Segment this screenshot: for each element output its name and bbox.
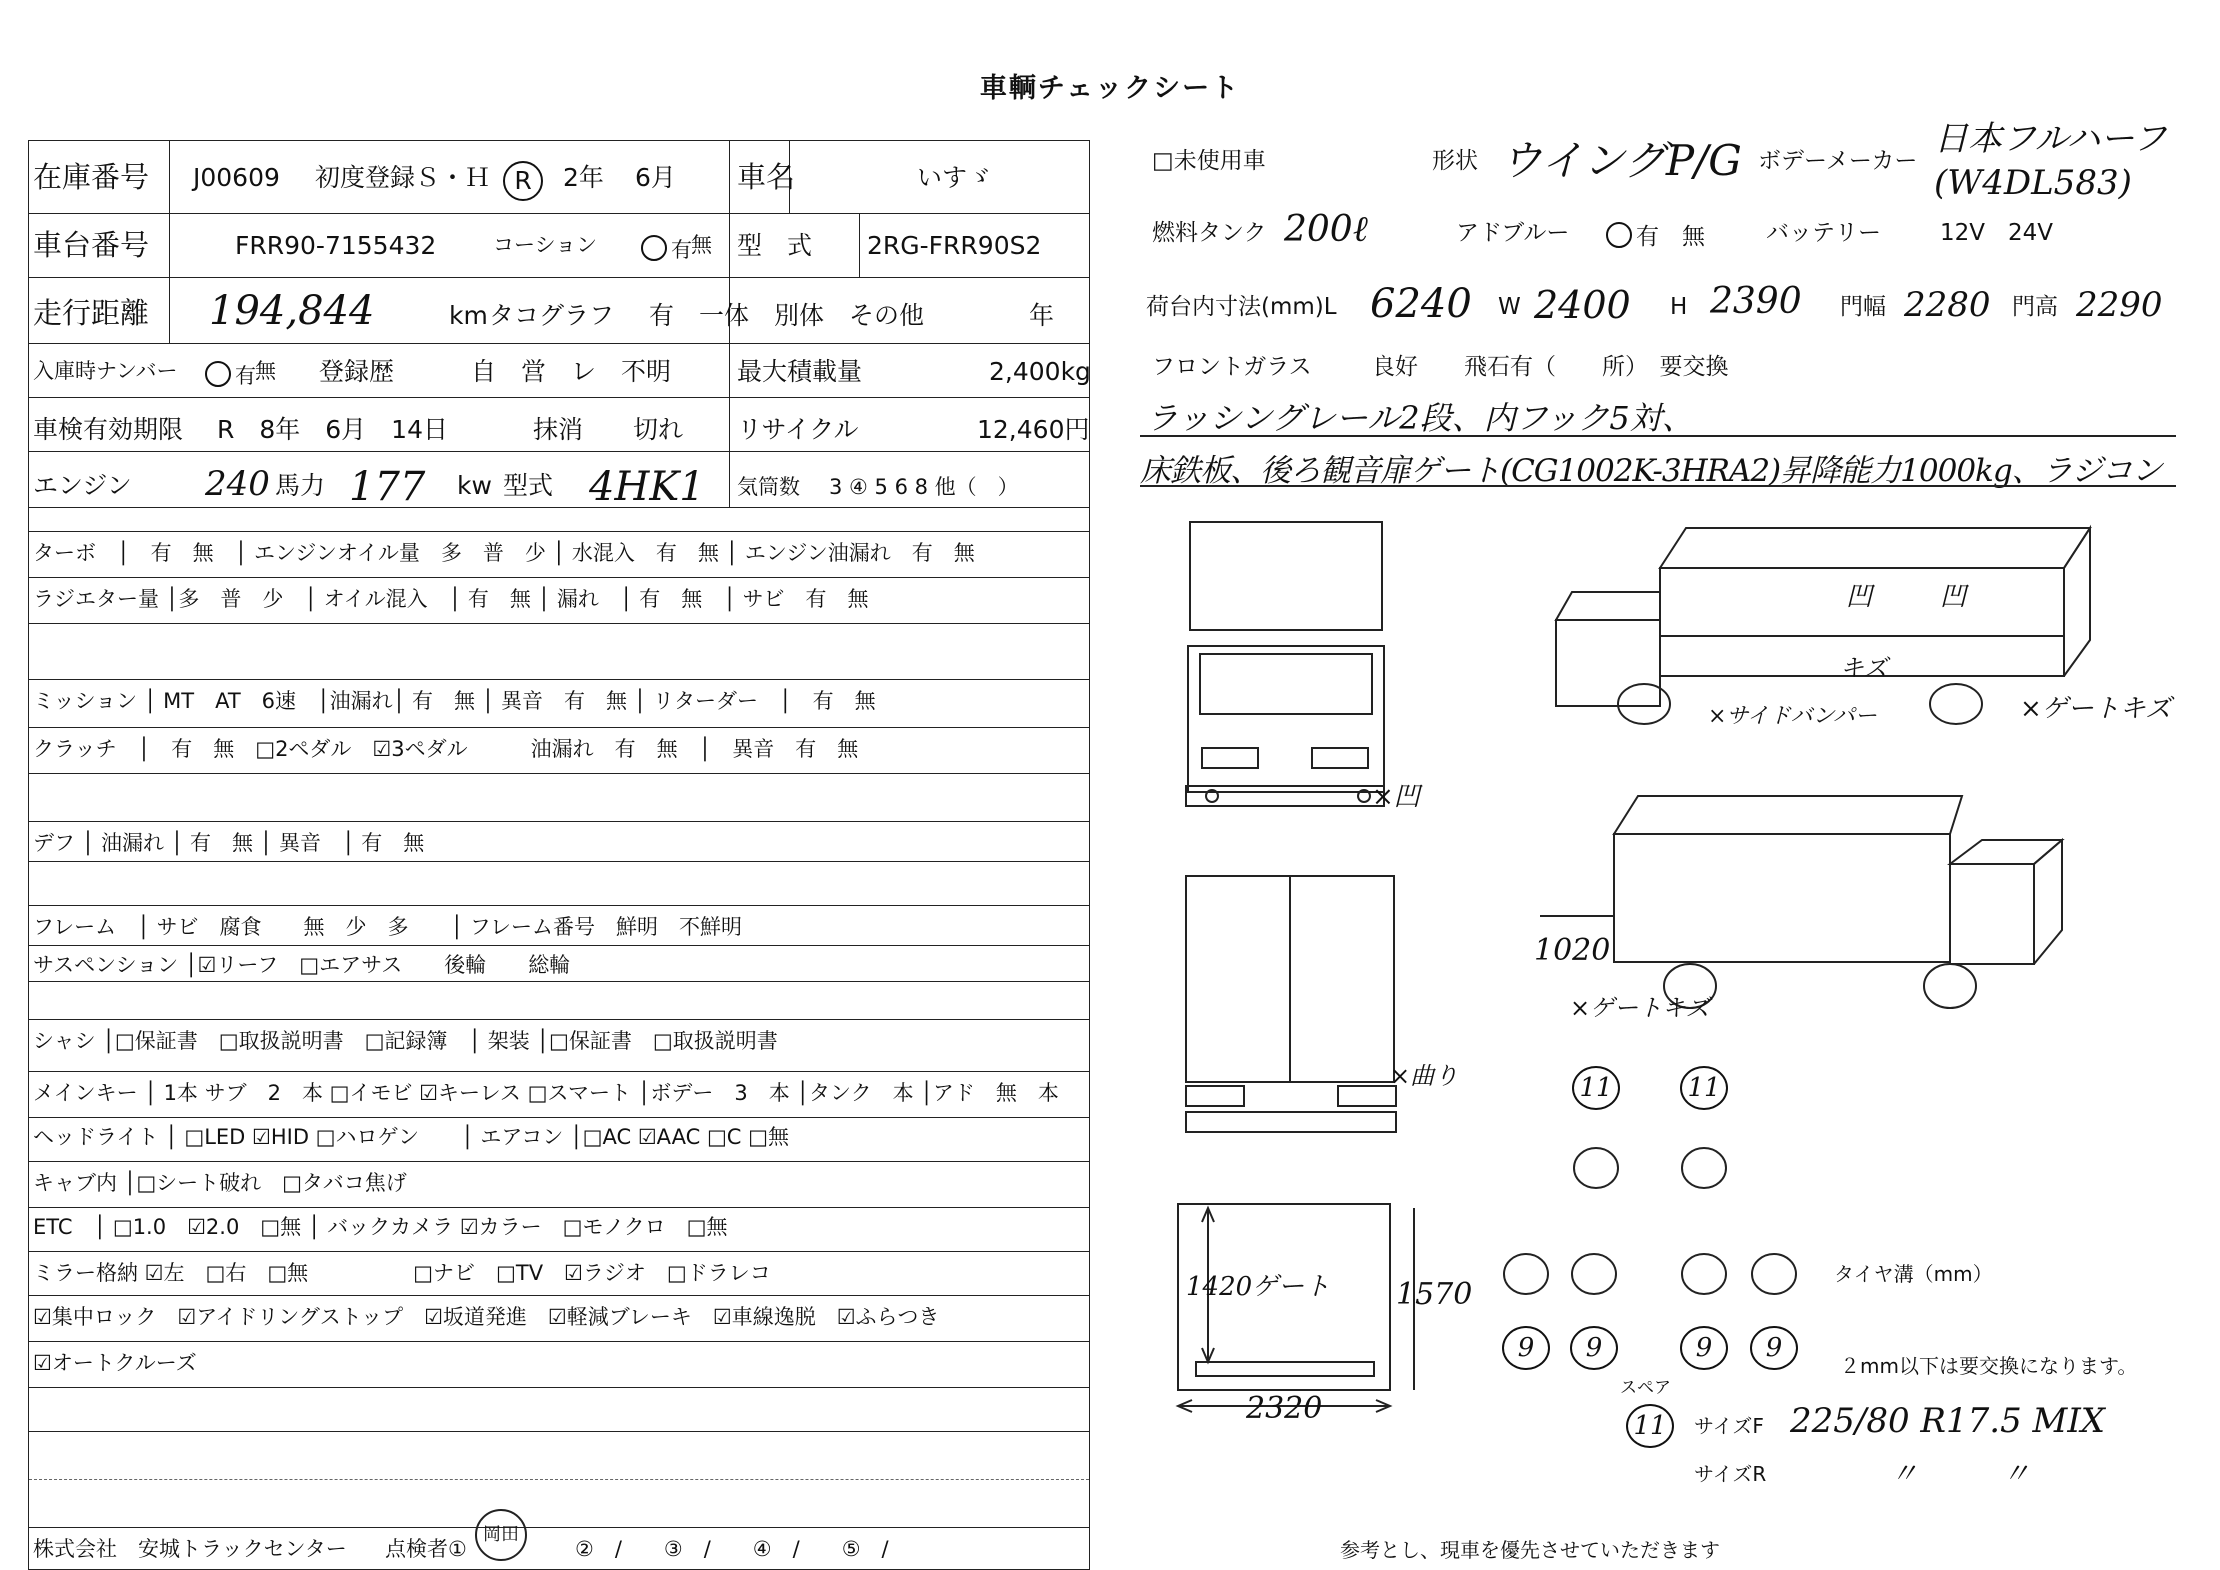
recycle-value: 12,460円 (977, 415, 1090, 444)
tacho-year: 年 (1029, 301, 1055, 330)
inspection-label: 車検有効期限 (33, 415, 184, 444)
tacho-label: タコグラフ (489, 301, 615, 330)
load-label: 最大積載量 (737, 357, 863, 386)
size-front-handwritten: 225/80 R17.5 MIX (1790, 1401, 2105, 1441)
size-rear-label: サイズR (1694, 1462, 1767, 1486)
diff-row: デフ │ 油漏れ │ 有 無 │ 異音 │ 有 無 (33, 831, 425, 855)
plate-no: 無 (255, 359, 276, 383)
stock-label: 在庫番号 (33, 160, 150, 194)
glass-label: フロントガラス (1152, 354, 1312, 380)
mirror-row: ミラー格納 ☑左 □右 □無 □ナビ □TV ☑ラジオ □ドラレコ (33, 1261, 771, 1285)
tire-front-left: 11 (1572, 1066, 1620, 1110)
chassis-docs-row: シャシ │□保証書 □取扱説明書 □記録簿 │ 架装 │□保証書 □取扱説明書 (33, 1029, 778, 1053)
door-height-label: 門高 (2012, 294, 2058, 320)
glass-options: 良好 飛石有（ 所） 要交換 (1372, 354, 1729, 380)
door-width: 2280 (1904, 285, 1991, 325)
main-key-row: メインキー │ 1本 サブ 2 本 □イモビ ☑キーレス □スマート │ボデー 3 本 │タンク 本 │アド 無 本 (33, 1081, 1059, 1105)
adblue-label: アドブルー (1456, 220, 1570, 246)
chassis-label: 車台番号 (33, 228, 150, 262)
adblue-options: 有 無 (1606, 222, 1705, 249)
horsepower-label: 馬力 (275, 471, 326, 500)
kw-unit: kw (457, 471, 492, 500)
caution-no: 無 (691, 233, 712, 257)
mark-gate-scratch-right: ×ゲートキズ (2020, 694, 2172, 724)
dim-h-label: H (1670, 294, 1688, 320)
notes-line-1: ラッシングレール2段、内フック5対、 (1146, 399, 1694, 437)
sheet-title: 車輌チェックシート (979, 73, 1241, 104)
stock-number: J00609 (193, 163, 280, 192)
spare-label: スペア (1620, 1378, 1671, 1398)
tire-rear-2: 9 (1570, 1326, 1618, 1370)
shape-handwritten: ウイングP/G (1500, 136, 1742, 185)
shape-label: 形状 (1432, 148, 1478, 174)
reference-note: 参考とし、現車を優先させていただきます (1340, 1538, 1720, 1562)
body-maker-label: ボデーメーカー (1758, 148, 1918, 174)
mileage-label: 走行距離 (33, 296, 150, 330)
body-maker-handwritten: 日本フルハーフ (1934, 119, 2167, 159)
plate-label: 入庫時ナンバー (33, 359, 178, 383)
suspension-row: サスペンション │☑リーフ □エアサス 後輪 総輪 (33, 953, 571, 977)
company-name: 株式会社 安城トラックセンター (33, 1537, 347, 1561)
radiator-row: ラジエター量 │多 普 少 │ オイル混入 │ 有 無 │ 漏れ │ 有 無 │ サビ 有 無 (33, 587, 869, 611)
mission-row: ミッション │ MT AT 6速 │油漏れ│ 有 無 │ 異音 有 無 │ リターダー │ 有 無 (33, 689, 876, 713)
engine-type-handwritten: 4HK1 (589, 464, 705, 510)
tire-rear-1: 9 (1502, 1326, 1550, 1370)
etc-row: ETC │ □1.0 ☑2.0 □無 │ バックカメラ ☑カラー □モノクロ □無 (33, 1215, 728, 1239)
history-label: 登録歴 (319, 357, 395, 386)
inspector-stamp: 岡田 (475, 1509, 527, 1561)
fuel-label: 燃料タンク (1152, 220, 1267, 246)
cylinders-label: 気筒数 (737, 475, 800, 499)
cylinders-options: 3 ④ 5 6 8 他（ ） (829, 475, 1019, 499)
mileage-unit: km (449, 301, 488, 330)
caution-label: コーション (493, 233, 598, 257)
door-width-label: 門幅 (1840, 294, 1886, 320)
bed-dims-label: 荷台内寸法(mm)L (1146, 294, 1337, 320)
chassis-number: FRR90-7155432 (235, 231, 437, 260)
dim-1570: 1570 (1396, 1277, 1473, 1312)
history-options: 自 営 レ 不明 (471, 357, 672, 386)
inspection-date: R 8年 6月 14日 (217, 415, 448, 444)
load-value: 2,400kg (989, 357, 1091, 386)
model-label: 型 式 (737, 231, 813, 260)
fuel-handwritten: 200ℓ (1284, 209, 1368, 250)
clutch-row: クラッチ │ 有 無 □2ペダル ☑3ペダル 油漏れ 有 無 │ 異音 有 無 (33, 737, 859, 761)
horsepower-handwritten: 240 (205, 464, 270, 504)
size-front-label: サイズF (1694, 1414, 1764, 1438)
first-reg-year: 2年 (563, 163, 604, 192)
era-circle: R (503, 161, 543, 201)
cruise-row: ☑オートクルーズ (33, 1351, 197, 1375)
tire-rear-3: 9 (1680, 1326, 1728, 1370)
tire-rear-4: 9 (1750, 1326, 1798, 1370)
mark-body-dent: 凹 (1940, 582, 1967, 612)
tire-depth-label: タイヤ溝（mm） (1834, 1262, 1993, 1286)
tire-front-right: 11 (1680, 1066, 1728, 1110)
mileage-handwritten: 194,844 (209, 288, 375, 334)
battery-label: バッテリー (1766, 220, 1881, 246)
mark-bumper-dent: 凹 (1846, 582, 1873, 612)
headlight-row: ヘッドライト │ □LED ☑HID □ハロゲン │ エアコン │□AC ☑AAC □C □無 (33, 1125, 789, 1149)
plate-yes: 有 (205, 361, 256, 387)
mark-front-dent: ×凹 (1372, 782, 1420, 812)
size-rear-handwritten: 〃 〃 (1890, 1457, 2031, 1490)
first-reg-label: 初度登録Ｓ・Ｈ (315, 163, 491, 192)
tire-spare: 11 (1626, 1404, 1674, 1448)
caution-yes: 有 (641, 235, 692, 261)
dim-2320: 2320 (1246, 1391, 1323, 1426)
dim-length: 6240 (1370, 281, 1472, 327)
maker-label: 車名 (737, 160, 796, 194)
inspector-label: 点検者① (385, 1537, 467, 1561)
engine-type-label: 型式 (503, 471, 554, 500)
body-model-handwritten: (W4DL583) (1934, 163, 2132, 203)
tacho-options: 有 一体 別体 その他 (649, 301, 925, 330)
maker-value: いすゞ (917, 163, 993, 192)
door-height: 2290 (2076, 285, 2163, 325)
first-reg-month: 6月 (635, 163, 676, 192)
battery-value: 12V 24V (1940, 220, 2054, 246)
dim-width: 2400 (1534, 283, 1631, 327)
mark-scratch: キズ (1840, 654, 1888, 682)
kw-handwritten: 177 (349, 464, 426, 510)
inspector-slots: ② / ③ / ④ / ⑤ / (575, 1537, 889, 1561)
engine-label: エンジン (33, 471, 132, 500)
tire-note: ２mm以下は要交換になります。 (1840, 1354, 2138, 1378)
recycle-label: リサイクル (737, 415, 859, 444)
mark-gate-scratch-left: ×ゲートキズ (1570, 994, 1710, 1022)
dim-height: 2390 (1710, 281, 1802, 322)
dim-1420-gate: 1420ゲート (1186, 1272, 1331, 1302)
turbo-row: ターボ │ 有 無 │ エンジンオイル量 多 普 少 │ 水混入 有 無 │ エンジン油漏れ 有 無 (33, 541, 975, 565)
cab-row: キャブ内 │□シート破れ □タバコ焦げ (33, 1171, 407, 1195)
inspection-status: 抹消 切れ (533, 415, 684, 444)
mark-bent: ×曲り (1390, 1062, 1459, 1090)
notes-line-2: 床鉄板、後ろ観音扉ゲート(CG1002K-3HRA2)昇降能力1000kg、ラジコン (1140, 453, 2162, 489)
model-value: 2RG-FRR90S2 (867, 231, 1042, 260)
dim-w-label: W (1498, 294, 1521, 320)
safety-features-row: ☑集中ロック ☑アイドリングストップ ☑坂道発進 ☑軽減ブレーキ ☑車線逸脱 ☑ふらつき (33, 1305, 940, 1329)
frame-row: フレーム │ サビ 腐食 無 少 多 │ フレーム番号 鮮明 不鮮明 (33, 915, 742, 939)
unused-checkbox: □未使用車 (1152, 148, 1266, 174)
mark-side-bumper: ×サイドバンパー (1708, 704, 1877, 729)
dim-1020: 1020 (1534, 933, 1611, 968)
